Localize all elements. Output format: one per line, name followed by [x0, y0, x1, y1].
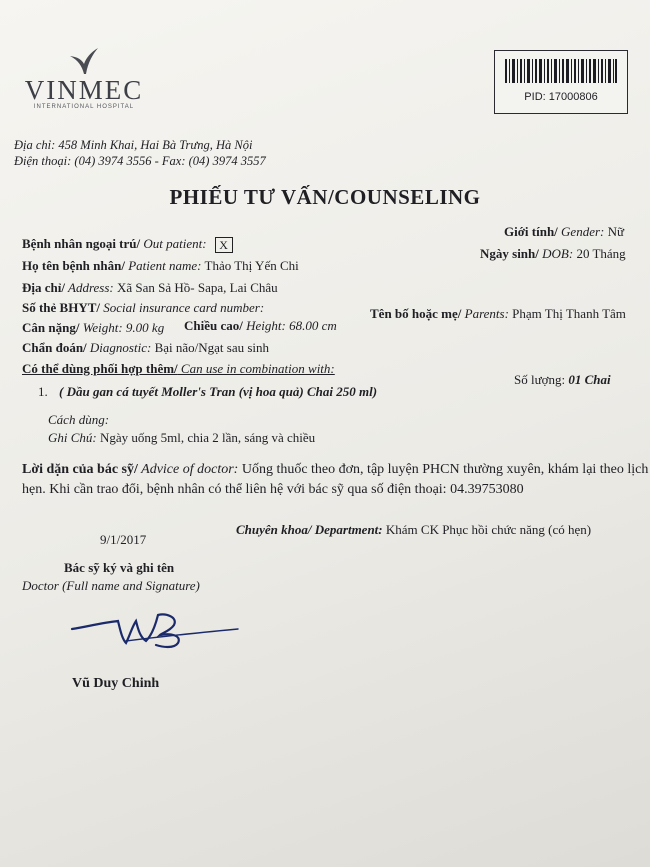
department-value: Khám CK Phục hồi chức năng (có hẹn) — [382, 522, 592, 537]
pid-barcode-box — [494, 50, 628, 114]
address-value: Xã San Sả Hồ- Sapa, Lai Châu — [113, 280, 278, 295]
quantity-value: 01 Chai — [565, 372, 611, 387]
hospital-address: Địa chỉ: 458 Minh Khai, Hai Bà Trưng, Hà Nội — [14, 138, 253, 152]
combination-label-en: Can use in combination with: — [177, 361, 335, 376]
combination-heading — [22, 361, 335, 377]
advice-line-1 — [22, 462, 648, 478]
bird-logo-icon — [64, 46, 104, 76]
patient-name-value: Thảo Thị Yến Chi — [201, 258, 299, 273]
brand-subtitle: INTERNATIONAL HOSPITAL — [33, 104, 135, 110]
quantity-field — [514, 372, 611, 388]
signature-label: Bác sỹ ký và ghi tên — [64, 560, 175, 575]
patient-name-label: Họ tên bệnh nhân/ — [22, 258, 125, 273]
weight-value: 9.00 kg — [122, 320, 165, 335]
doctor-name: Vũ Duy Chinh — [72, 676, 160, 691]
dob-label-en: DOB: — [538, 246, 574, 261]
dob-label: Ngày sinh/ — [480, 246, 539, 261]
vinmec-logo — [14, 46, 154, 110]
parents-value: Phạm Thị Thanh Tâm — [508, 306, 626, 321]
gender-label: Giới tính/ — [504, 224, 558, 239]
address-field — [22, 280, 278, 296]
weight-label-en: Weight: — [79, 320, 123, 335]
pid-number: PID: 17000806 — [524, 91, 598, 103]
patient-name-label-en: Patient name: — [124, 258, 202, 273]
diagnostic-label: Chẩn đoán/ — [22, 340, 87, 355]
medicine-item — [38, 384, 377, 400]
combination-label: Có thể dùng phối hợp thêm/ — [22, 361, 178, 376]
insurance-label-en: Social insurance card number: — [100, 300, 265, 315]
insurance-field — [22, 300, 264, 316]
gender-label-en: Gender: — [557, 224, 605, 239]
parents-label-en: Parents: — [461, 306, 509, 321]
barcode-icon — [505, 59, 617, 83]
department-label: Chuyên khoa/ Department: — [236, 522, 383, 537]
dob-field — [480, 246, 626, 262]
insurance-label: Số thẻ BHYT/ — [22, 300, 101, 315]
height-value: 68.00 cm — [285, 318, 337, 333]
page-title: PHIẾU TƯ VẤN/COUNSELING — [169, 185, 481, 209]
outpatient-field — [22, 236, 233, 253]
signature-label-en: Doctor (Full name and Signature) — [22, 578, 200, 593]
medicine-number: 1. — [38, 384, 48, 399]
height-field — [184, 318, 337, 334]
document-date: 9/1/2017 — [100, 532, 147, 547]
advice-label: Lời dặn của bác sỹ/ — [22, 462, 138, 477]
weight-field — [22, 320, 164, 336]
weight-label: Cân nặng/ — [22, 320, 80, 335]
usage-label: Cách dùng: — [48, 412, 110, 427]
gender-field — [504, 224, 624, 240]
outpatient-checkbox: X — [215, 237, 233, 253]
outpatient-label: Bệnh nhân ngoại trú/ — [22, 236, 141, 251]
address-label: Địa chỉ/ — [22, 280, 65, 295]
note-field — [48, 430, 315, 446]
advice-text-1: Uống thuốc theo đơn, tập luyện PHCN thường xuyên, khám lại theo lịch — [238, 462, 649, 477]
address-label-en: Address: — [64, 280, 114, 295]
brand-name: VINMEC — [24, 75, 144, 105]
parents-field — [370, 306, 626, 322]
patient-name-field — [22, 258, 299, 274]
height-label-en: Height: — [242, 318, 286, 333]
department-field — [236, 522, 591, 538]
diagnostic-value: Bại não/Ngạt sau sinh — [151, 340, 270, 355]
diagnostic-label-en: Diagnostic: — [86, 340, 152, 355]
diagnostic-field — [22, 340, 269, 356]
parents-label: Tên bố hoặc mẹ/ — [370, 306, 462, 321]
medicine-name: ( Dầu gan cá tuyết Moller's Tran (vị hoa quả) Chai 250 ml) — [59, 384, 378, 399]
outpatient-label-en: Out patient: — [140, 236, 207, 251]
advice-line-2: hẹn. Khi cần trao đổi, bệnh nhân có thể liên hệ với bác sỹ qua số điện thoại: 04.39753080 — [22, 482, 524, 497]
height-label: Chiều cao/ — [184, 318, 243, 333]
advice-label-en: Advice of doctor: — [137, 462, 239, 477]
doctor-signature — [66, 605, 246, 655]
note-label: Ghi Chú: — [48, 430, 97, 445]
note-value: Ngày uống 5ml, chia 2 lần, sáng và chiều — [96, 430, 316, 445]
gender-value: Nữ — [604, 224, 625, 239]
dob-value: 20 Tháng — [573, 246, 626, 261]
quantity-label: Số lượng: — [514, 372, 566, 387]
hospital-phone: Điện thoại: (04) 3974 3556 - Fax: (04) 3974 3557 — [14, 154, 266, 168]
